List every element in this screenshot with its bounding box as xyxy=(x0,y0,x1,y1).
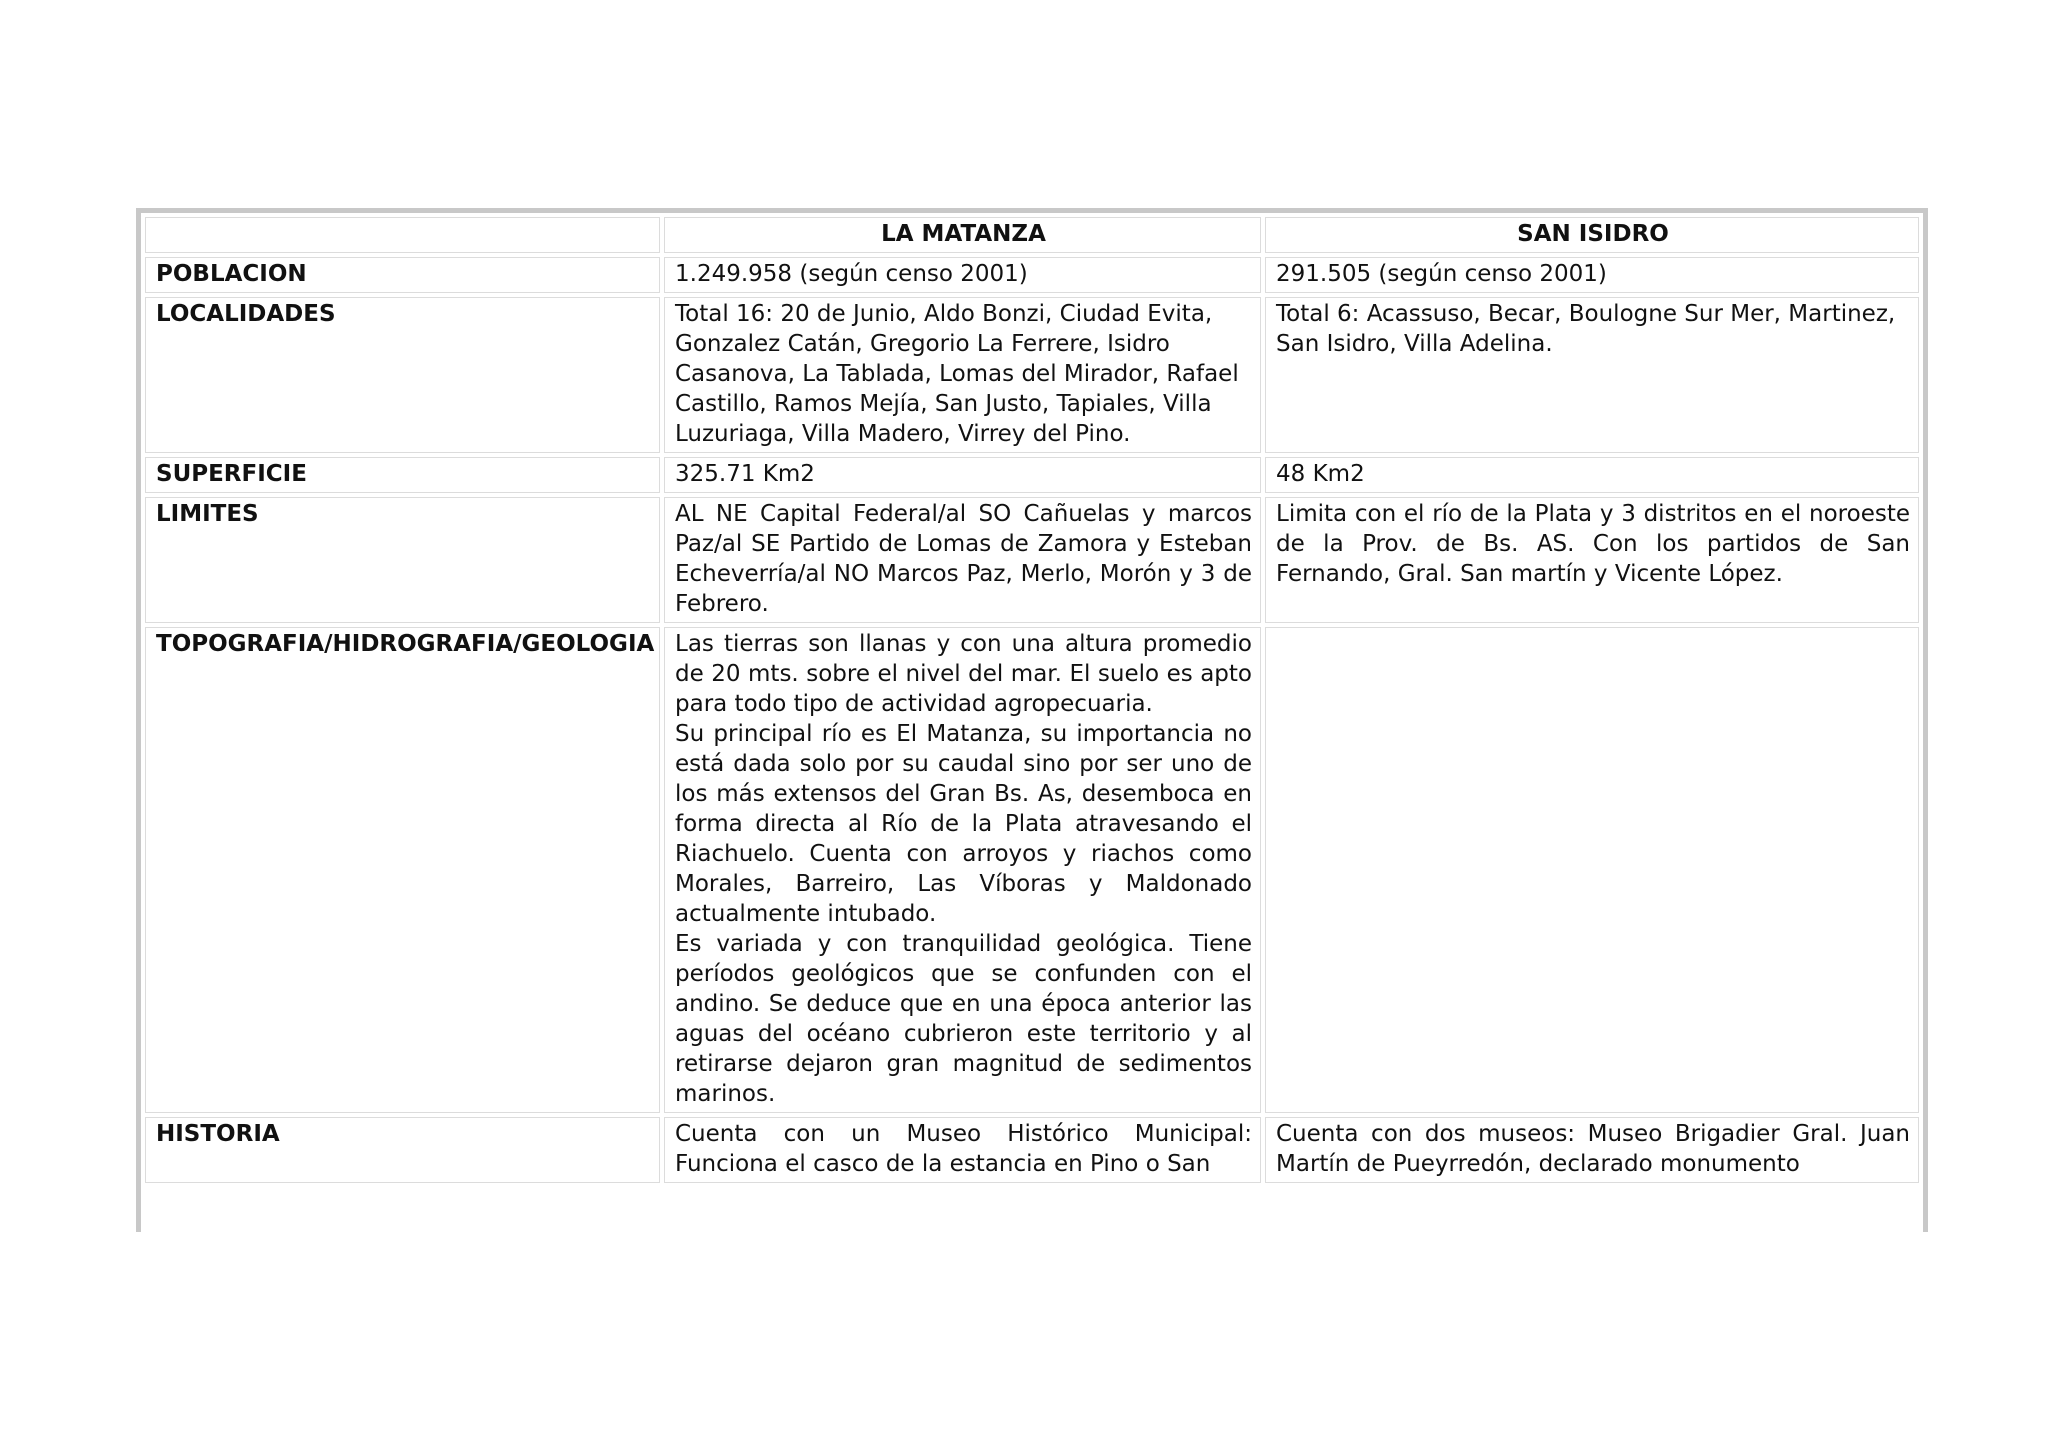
cell-la-matanza-superficie: 325.71 Km2 xyxy=(664,457,1261,493)
geologia-paragraph: Es variada y con tranquilidad geológica. Tiene períodos geológicos que se confunden con el andino. Se deduce que en una época anterior las aguas del océano cubrieron este territorio y al retirarse dejaron gran magnitud de sedimentos marinos. xyxy=(675,931,1252,1107)
header-empty-cell xyxy=(145,217,660,253)
cell-san-isidro-superficie: 48 Km2 xyxy=(1265,457,1919,493)
cell-la-matanza-localidades: Total 16: 20 de Junio, Aldo Bonzi, Ciudad Evita, Gonzalez Catán, Gregorio La Ferrere, Isidro Casanova, La Tablada, Lomas del Mirador, Rafael Castillo, Ramos Mejía, San Justo, Tapiales, Villa Luzuriaga, Villa Madero, Virrey del Pino. xyxy=(664,297,1261,453)
row-historia xyxy=(145,1117,1919,1183)
row-label-historia: HISTORIA xyxy=(145,1117,660,1183)
row-label-topografia: TOPOGRAFIA/HIDROGRAFIA/GEOLOGIA xyxy=(145,627,660,1113)
cell-san-isidro-poblacion: 291.505 (según censo 2001) xyxy=(1265,257,1919,293)
row-topografia xyxy=(145,627,1919,1113)
comparison-table-frame xyxy=(136,208,1928,1232)
cell-la-matanza-limites: AL NE Capital Federal/al SO Cañuelas y marcos Paz/al SE Partido de Lomas de Zamora y Esteban Echeverría/al NO Marcos Paz, Merlo, Morón y 3 de Febrero. xyxy=(664,497,1261,623)
header-la-matanza: LA MATANZA xyxy=(664,217,1261,253)
header-row xyxy=(145,217,1919,253)
hidrografia-paragraph: Su principal río es El Matanza, su importancia no está dada solo por su caudal sino por ser uno de los más extensos del Gran Bs. As, desemboca en forma directa al Río de la Plata atravesando el Riachuelo. Cuenta con arroyos y riachos como Morales, Barreiro, Las Víboras y Maldonado actualmente intubado. xyxy=(675,721,1252,927)
cell-san-isidro-limites: Limita con el río de la Plata y 3 distritos en el noroeste de la Prov. de Bs. AS. Con los partidos de San Fernando, Gral. San martín y Vicente López. xyxy=(1265,497,1919,623)
row-poblacion xyxy=(145,257,1919,293)
comparison-table xyxy=(141,213,1923,1187)
cell-san-isidro-topografia xyxy=(1265,627,1919,1113)
row-label-limites: LIMITES xyxy=(145,497,660,623)
cell-la-matanza-topografia xyxy=(664,627,1261,1113)
header-san-isidro: SAN ISIDRO xyxy=(1265,217,1919,253)
row-localidades xyxy=(145,297,1919,453)
cell-la-matanza-poblacion: 1.249.958 (según censo 2001) xyxy=(664,257,1261,293)
cell-san-isidro-localidades: Total 6: Acassuso, Becar, Boulogne Sur Mer, Martinez, San Isidro, Villa Adelina. xyxy=(1265,297,1919,453)
row-label-poblacion: POBLACION xyxy=(145,257,660,293)
row-limites xyxy=(145,497,1919,623)
cell-la-matanza-historia: Cuenta con un Museo Histórico Municipal: Funciona el casco de la estancia en Pino o San xyxy=(664,1117,1261,1183)
row-label-localidades: LOCALIDADES xyxy=(145,297,660,453)
cell-san-isidro-historia: Cuenta con dos museos: Museo Brigadier Gral. Juan Martín de Pueyrredón, declarado monumento xyxy=(1265,1117,1919,1183)
row-superficie xyxy=(145,457,1919,493)
topografia-paragraph: Las tierras son llanas y con una altura promedio de 20 mts. sobre el nivel del mar. El suelo es apto para todo tipo de actividad agropecuaria. xyxy=(675,631,1252,717)
row-label-superficie: SUPERFICIE xyxy=(145,457,660,493)
